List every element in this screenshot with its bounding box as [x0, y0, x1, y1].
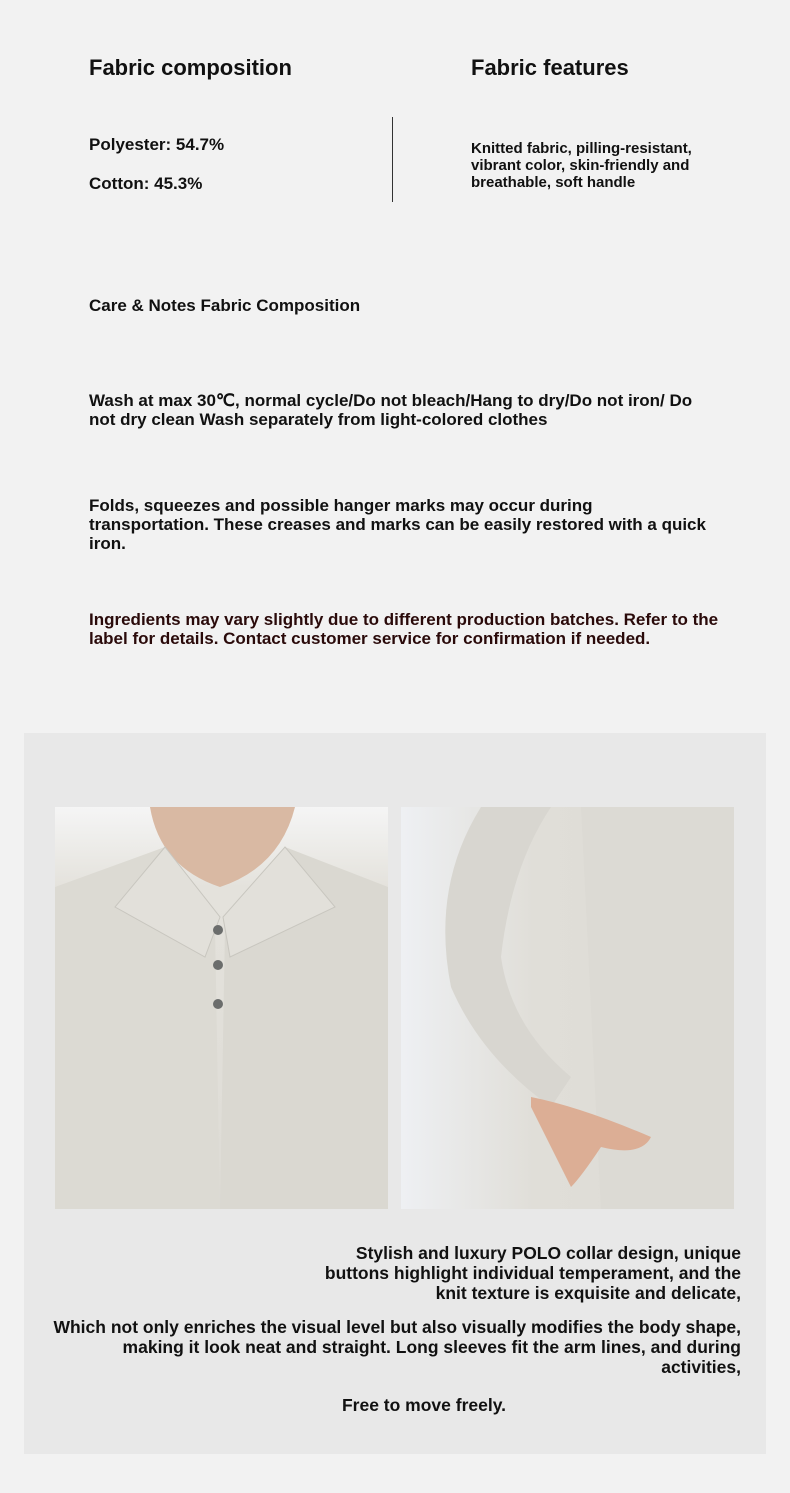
fabric-features-title: Fabric features	[471, 55, 629, 80]
fabric-composition-title: Fabric composition	[89, 55, 292, 80]
care-ingredients-notice: Ingredients may vary slightly due to different production batches. Refer to the label for details. Contact customer service for confirmation if needed.	[89, 610, 719, 648]
photo-sleeve-side	[401, 807, 734, 1209]
caption-body-shape: Which not only enriches the visual level but also visually modifies the body shape, making it look neat and straight. Long sleeves fit the arm lines, and during activities,	[53, 1317, 741, 1377]
care-wash-instructions: Wash at max 30℃, normal cycle/Do not bleach/Hang to dry/Do not iron/ Do not dry clean Wash separately from light-colored clothes	[89, 391, 693, 429]
divider	[392, 117, 393, 202]
caption-collar: Stylish and luxury POLO collar design, unique buttons highlight individual temperament, and the knit texture is exquisite and delicate,	[324, 1243, 741, 1303]
caption-move-freely: Free to move freely.	[341, 1395, 507, 1415]
care-title: Care & Notes Fabric Composition	[89, 296, 361, 315]
composition-cotton: Cotton: 45.3%	[89, 174, 203, 193]
photo-collar-front	[55, 807, 388, 1209]
care-folds-note: Folds, squeezes and possible hanger marks may occur during transportation. These creases and marks can be easily restored with a quick iron.	[89, 496, 706, 553]
showcase-panel	[24, 733, 766, 1454]
fabric-features-text: Knitted fabric, pilling-resistant, vibrant color, skin-friendly and breathable, soft handle	[471, 140, 692, 191]
composition-polyester: Polyester: 54.7%	[89, 135, 225, 154]
